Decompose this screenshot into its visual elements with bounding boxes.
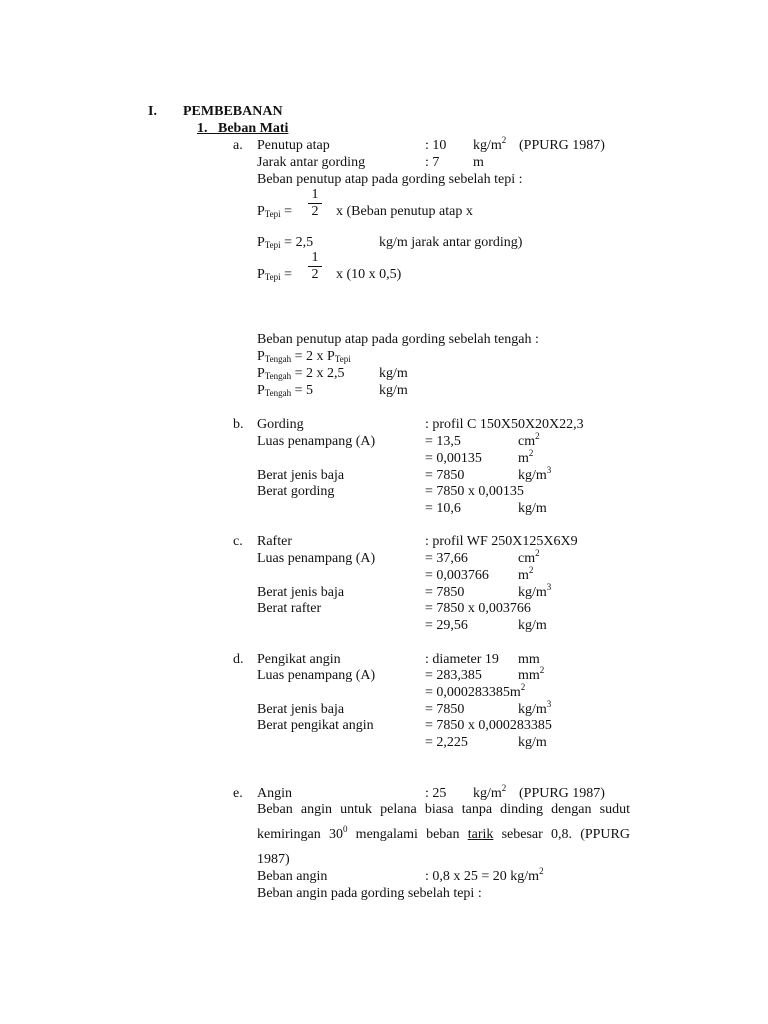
rafter-bj-unit: $kg/m^3$ — [518, 582, 552, 600]
rafter-berat-label: Berat rafter — [257, 601, 322, 616]
rafter-hasil: = 29,56 — [425, 618, 468, 633]
pengikat-berat-value: = 7850 x 0,000283385 — [425, 718, 552, 733]
item-d-letter: d. — [233, 652, 244, 667]
gording-luas-2-unit: $m^2$ — [518, 448, 534, 466]
p-tengah-eq3: $P_{Tengah} = 5$ — [257, 383, 314, 398]
item-b-letter: b. — [233, 417, 244, 432]
gording-bj-unit: $kg/m^3$ — [518, 465, 552, 483]
penutup-atap-unit: $kg/m^2$ — [473, 135, 507, 153]
angin-paragraph-line2: kemiringan $30^0$ mengalami beban tarik sebesar 0,8. (PPURG — [257, 824, 630, 842]
penutup-atap-ref: (PPURG 1987) — [519, 138, 605, 153]
tepi-heading: Beban penutup atap pada gording sebelah tepi : — [257, 172, 523, 187]
angin-paragraph-line1: Beban angin untuk pelana biasa tanpa dinding dengan sudut — [257, 802, 630, 817]
angin-ref: (PPURG 1987) — [519, 786, 605, 801]
tengah-heading: Beban penutup atap pada gording sebelah tengah : — [257, 332, 539, 347]
gording-label: Gording — [257, 417, 304, 432]
subsection-number: 1. — [197, 121, 208, 136]
item-e-letter: e. — [233, 786, 243, 801]
angin-unit: $kg/m^2$ — [473, 783, 507, 801]
rafter-bj-value: = 7850 — [425, 585, 465, 600]
gording-bj-label: Berat jenis baja — [257, 468, 345, 483]
item-c-letter: c. — [233, 534, 243, 549]
angin-paragraph-line3: 1987) — [257, 852, 290, 867]
jarak-gording-unit: m — [473, 155, 484, 170]
pengikat-bj-value: = 7850 — [425, 702, 465, 717]
rafter-berat-value: = 7850 x 0,003766 — [425, 601, 531, 616]
pengikat-hasil: = 2,225 — [425, 735, 468, 750]
pengikat-bj-unit: $kg/m^3$ — [518, 699, 552, 717]
p-tengah-eq2-unit: kg/m — [379, 366, 408, 381]
penutup-atap-value: : 10 — [425, 138, 447, 153]
pengikat-value-unit: mm — [518, 652, 540, 667]
rafter-bj-label: Berat jenis baja — [257, 585, 345, 600]
p-tengah-eq1: $P_{Tengah} = 2$ x $P_{Tepi}$ — [257, 349, 351, 364]
pengikat-luas-label: Luas penampang (A) — [257, 668, 376, 683]
jarak-gording-value: : 7 — [425, 155, 440, 170]
gording-berat-label: Berat gording — [257, 484, 335, 499]
eq2-rest: kg/m jarak antar gording) — [379, 235, 523, 250]
p-tengah-eq2: $P_{Tengah} = 2$ x 2,5 — [257, 366, 345, 381]
angin-value: : 25 — [425, 786, 447, 801]
rafter-luas-label: Luas penampang (A) — [257, 551, 376, 566]
angin-label: Angin — [257, 786, 292, 801]
pengikat-luas-2: = $0,000283385m^2$ — [425, 682, 526, 700]
subsection-title: Beban Mati — [218, 121, 289, 136]
half-fraction-2: $\frac{1}{2}$ — [308, 251, 322, 282]
pengikat-value: : diameter 19 — [425, 652, 499, 667]
eq1-rest: x (Beban penutup atap x — [336, 204, 473, 219]
jarak-gording-label: Jarak antar gording — [257, 155, 366, 170]
pengikat-luas-1: = 283,385 — [425, 668, 482, 683]
pengikat-hasil-unit: kg/m — [518, 735, 547, 750]
pengikat-berat-label: Berat pengikat angin — [257, 718, 374, 733]
gording-berat-value: = 7850 x 0,00135 — [425, 484, 524, 499]
rafter-hasil-unit: kg/m — [518, 618, 547, 633]
rafter-label: Rafter — [257, 534, 292, 549]
rafter-luas-1-unit: $cm^2$ — [518, 548, 540, 566]
pengikat-label: Pengikat angin — [257, 652, 341, 667]
gording-luas-2: = 0,00135 — [425, 451, 482, 466]
eq3-rest: x (10 x 0,5) — [336, 267, 402, 282]
p-tepi-eq2: $P_{Tepi} = 2,5$ — [257, 235, 314, 250]
gording-hasil-unit: kg/m — [518, 501, 547, 516]
gording-luas-1: = 13,5 — [425, 434, 461, 449]
gording-bj-value: = 7850 — [425, 468, 465, 483]
beban-angin-label: Beban angin — [257, 869, 328, 884]
rafter-luas-2: = 0,003766 — [425, 568, 489, 583]
gording-hasil: = 10,6 — [425, 501, 461, 516]
gording-value: : profil C 150X50X20X22,3 — [425, 417, 584, 432]
penutup-atap-label: Penutup atap — [257, 138, 330, 153]
rafter-luas-1: = 37,66 — [425, 551, 468, 566]
gording-luas-label: Luas penampang (A) — [257, 434, 376, 449]
section-title: PEMBEBANAN — [183, 104, 283, 119]
p-tepi-eq3: $P_{Tepi}$ = — [257, 267, 293, 282]
half-fraction-1: $\frac{1}{2}$ — [308, 188, 322, 219]
p-tepi-eq1: $P_{Tepi}$ = — [257, 204, 293, 219]
pengikat-bj-label: Berat jenis baja — [257, 702, 345, 717]
pengikat-luas-1-unit: $mm^2$ — [518, 665, 545, 683]
p-tengah-eq3-unit: kg/m — [379, 383, 408, 398]
rafter-value: : profil WF 250X125X6X9 — [425, 534, 578, 549]
subsection-heading — [197, 121, 288, 137]
beban-angin-value: : 0,8 x 25 = 20 $kg/m^2$ — [425, 866, 544, 884]
angin-tepi-heading: Beban angin pada gording sebelah tepi : — [257, 886, 482, 901]
section-number: I. — [148, 104, 157, 119]
gording-luas-1-unit: $cm^2$ — [518, 431, 540, 449]
item-a-letter: a. — [233, 138, 243, 153]
rafter-luas-2-unit: $m^2$ — [518, 565, 534, 583]
